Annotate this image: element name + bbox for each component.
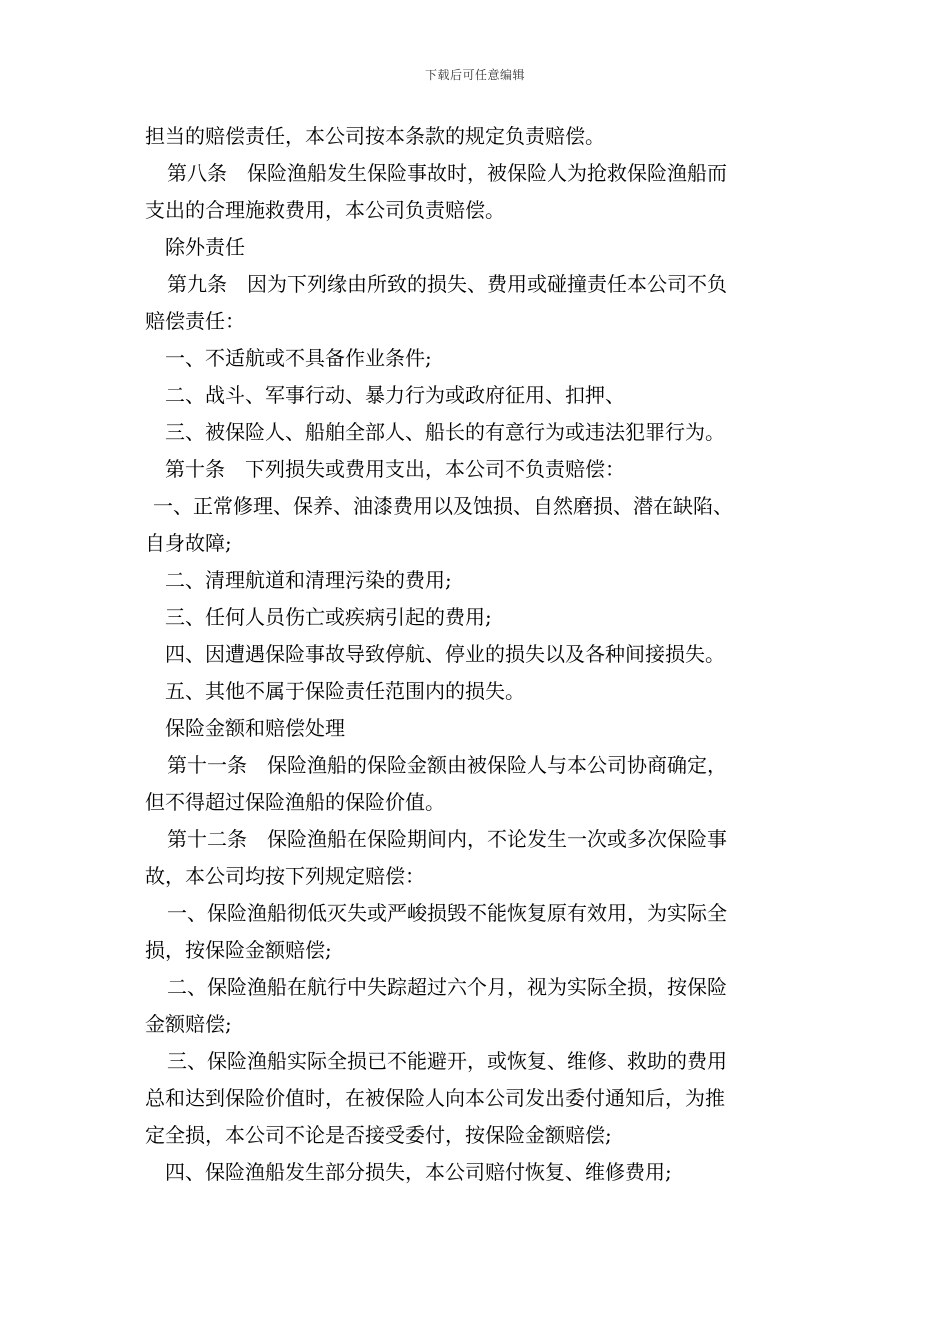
- document-body: [145, 118, 825, 1191]
- text-line: 第十条 下列损失或费用支出，本公司不负责赔偿：: [165, 457, 625, 481]
- text-line: 担当的赔偿责任，本公司按本条款的规定负责赔偿。: [145, 124, 605, 148]
- text-line: 损，按保险金额赔偿;: [145, 938, 332, 962]
- text-line: 四、保险渔船发生部分损失，本公司赔付恢复、维修费用;: [165, 1160, 672, 1184]
- text-line: 支出的合理施救费用，本公司负责赔偿。: [145, 198, 505, 222]
- text-line: 二、清理航道和清理污染的费用;: [165, 568, 452, 592]
- text-line: 第八条 保险渔船发生保险事故时，被保险人为抢救保险渔船而: [167, 161, 727, 185]
- text-line: 二、保险渔船在航行中失踪超过六个月，视为实际全损，按保险: [167, 975, 727, 999]
- text-line: 三、保险渔船实际全损已不能避开，或恢复、维修、救助的费用: [167, 1049, 727, 1073]
- page-header: 下载后可任意编辑: [424, 68, 525, 82]
- text-line: 但不得超过保险渔船的保险价值。: [145, 790, 445, 814]
- text-line: 故，本公司均按下列规定赔偿：: [145, 864, 425, 888]
- text-line: 保险金额和赔偿处理: [165, 716, 345, 740]
- text-line: 三、被保险人、船舶全部人、船长的有意行为或违法犯罪行为。: [165, 420, 725, 444]
- text-line: 金额赔偿;: [145, 1012, 232, 1036]
- text-line: 一、正常修理、保养、油漆费用以及蚀损、自然磨损、潜在缺陷、: [153, 494, 733, 518]
- text-line: 赔偿责任：: [145, 309, 245, 333]
- text-line: 四、因遭遇保险事故导致停航、停业的损失以及各种间接损失。: [165, 642, 725, 666]
- text-line: 定全损，本公司不论是否接受委付，按保险金额赔偿;: [145, 1123, 612, 1147]
- text-line: 除外责任: [165, 235, 245, 259]
- text-line: 第十一条 保险渔船的保险金额由被保险人与本公司协商确定，: [167, 753, 727, 777]
- text-line: 二、战斗、军事行动、暴力行为或政府征用、扣押、: [165, 383, 625, 407]
- text-line: 总和达到保险价值时，在被保险人向本公司发出委付通知后，为推: [145, 1086, 725, 1110]
- text-line: 五、其他不属于保险责任范围内的损失。: [165, 679, 525, 703]
- text-line: 第十二条 保险渔船在保险期间内，不论发生一次或多次保险事: [167, 827, 727, 851]
- text-line: 第九条 因为下列缘由所致的损失、费用或碰撞责任本公司不负: [167, 272, 727, 296]
- text-line: 一、不适航或不具备作业条件;: [165, 346, 432, 370]
- text-line: 自身故障;: [145, 531, 232, 555]
- text-line: 三、任何人员伤亡或疾病引起的费用;: [165, 605, 492, 629]
- text-line: 一、保险渔船彻低灭失或严峻损毁不能恢复原有效用，为实际全: [167, 901, 727, 925]
